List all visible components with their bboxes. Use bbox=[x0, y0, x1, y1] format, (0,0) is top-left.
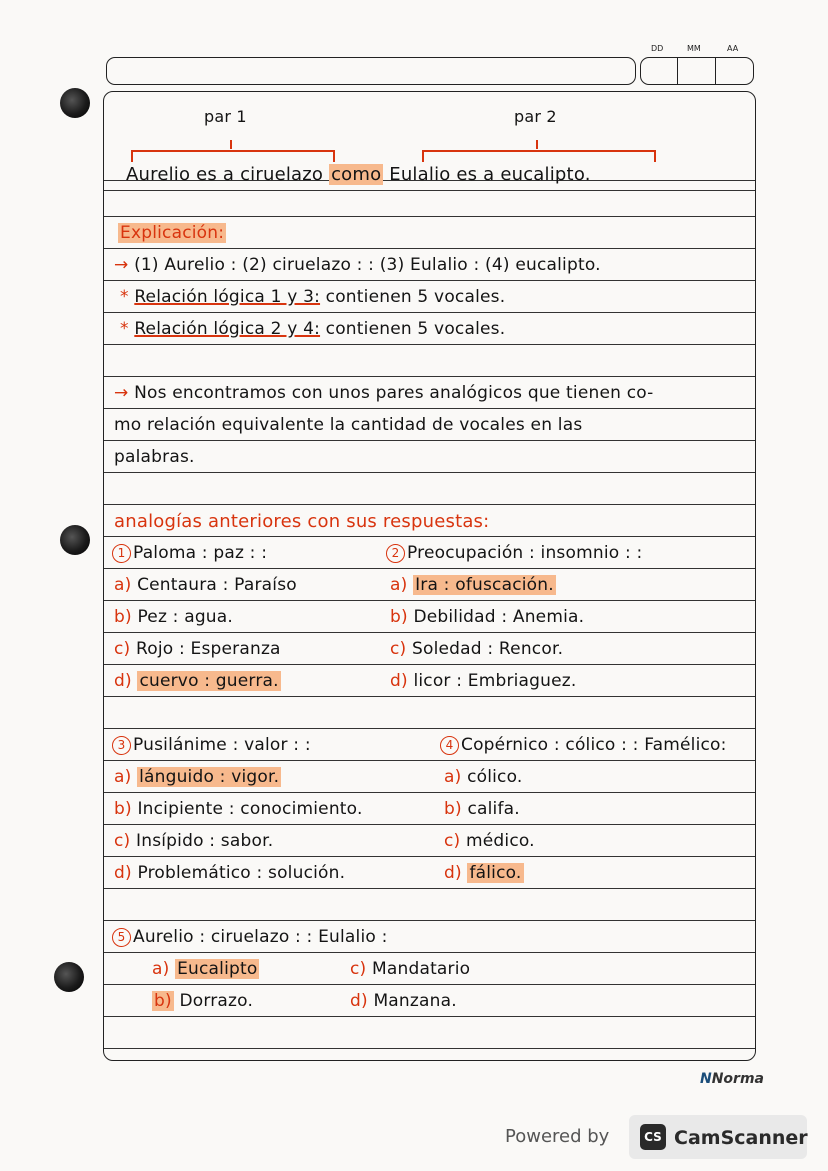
relation-2-text: contienen 5 vocales. bbox=[325, 319, 506, 339]
option-text-correct: fálico. bbox=[469, 863, 522, 883]
arrow-icon: → bbox=[114, 255, 129, 275]
option-letter: d) bbox=[114, 671, 132, 691]
q4-option-c bbox=[444, 831, 535, 851]
option-text-correct: Ira : ofuscación. bbox=[415, 575, 554, 595]
option-letter: c) bbox=[390, 639, 407, 659]
question-5-prompt: Aurelio : ciruelazo : : Eulalio : bbox=[133, 927, 388, 947]
option-letter: c) bbox=[114, 831, 131, 851]
option-text: Problemático : solución. bbox=[137, 863, 346, 883]
option-letter: b) bbox=[390, 607, 408, 627]
question-3 bbox=[112, 735, 311, 755]
option-text: cólico. bbox=[467, 767, 523, 787]
option-text-correct: lánguido : vigor. bbox=[139, 767, 280, 787]
q2-option-c bbox=[390, 639, 563, 659]
option-text: Soledad : Rencor. bbox=[412, 639, 564, 659]
q1-option-c bbox=[114, 639, 281, 659]
q5-option-a bbox=[152, 959, 259, 979]
pair-1-label: par 1 bbox=[204, 107, 247, 126]
option-letter: a) bbox=[390, 575, 408, 595]
q2-option-d bbox=[390, 671, 577, 691]
conclusion-line-3: palabras. bbox=[114, 447, 195, 467]
option-text: Pez : agua. bbox=[137, 607, 234, 627]
powered-by-label: Powered by bbox=[505, 1126, 610, 1147]
option-text: califa. bbox=[467, 799, 520, 819]
question-2-prompt: Preocupación : insomnio : : bbox=[407, 543, 643, 563]
analogy-connector: como bbox=[331, 164, 382, 185]
question-1 bbox=[112, 543, 267, 563]
option-text: licor : Embriaguez. bbox=[413, 671, 577, 691]
option-text: Mandatario bbox=[372, 959, 471, 979]
exercises-title: analogías anteriores con sus respuestas: bbox=[114, 511, 490, 532]
date-label-year: AA bbox=[727, 44, 739, 53]
conclusion-line-1-text: Nos encontramos con unos pares analógicos que tienen co- bbox=[134, 383, 654, 403]
relation-2 bbox=[120, 319, 505, 339]
q3-option-c bbox=[114, 831, 273, 851]
header-title-box bbox=[106, 57, 636, 85]
binder-hole-icon bbox=[54, 962, 84, 992]
option-text: Rojo : Esperanza bbox=[136, 639, 281, 659]
question-number-badge: 1 bbox=[112, 544, 131, 563]
option-text: Dorrazo. bbox=[179, 991, 254, 1011]
q5-option-c bbox=[350, 959, 470, 979]
pair-1-brace-stem bbox=[230, 140, 232, 149]
option-text: Manzana. bbox=[373, 991, 457, 1011]
relation-1 bbox=[120, 287, 505, 307]
option-letter: d) bbox=[114, 863, 132, 883]
option-text-correct: cuervo : guerra. bbox=[139, 671, 279, 691]
option-text: médico. bbox=[466, 831, 535, 851]
main-analogy bbox=[126, 164, 591, 185]
q3-option-b bbox=[114, 799, 363, 819]
question-4-prompt: Copérnico : cólico : : Famélico: bbox=[461, 735, 727, 755]
pair-1-brace bbox=[131, 150, 335, 162]
q2-option-a bbox=[390, 575, 556, 595]
conclusion-line-1 bbox=[114, 383, 654, 403]
q1-option-b bbox=[114, 607, 233, 627]
question-5 bbox=[112, 927, 388, 947]
option-letter: c) bbox=[350, 959, 367, 979]
binder-hole-icon bbox=[60, 88, 90, 118]
camscanner-name: CamScanner bbox=[674, 1127, 808, 1149]
option-letter: b) bbox=[444, 799, 462, 819]
pair-2-brace bbox=[422, 150, 656, 162]
q4-option-b bbox=[444, 799, 520, 819]
conclusion-line-2: mo relación equivalente la cantidad de vocales en las bbox=[114, 415, 583, 435]
q2-option-b bbox=[390, 607, 584, 627]
q1-option-d bbox=[114, 671, 281, 691]
option-text: Incipiente : conocimiento. bbox=[137, 799, 363, 819]
analogy-part-b: Eulalio es a eucalipto. bbox=[389, 164, 591, 185]
option-letter: d) bbox=[444, 863, 462, 883]
explanation-title-text: Explicación: bbox=[120, 223, 225, 243]
question-3-prompt: Pusilánime : valor : : bbox=[133, 735, 311, 755]
camscanner-icon: CS bbox=[640, 1124, 666, 1150]
q4-option-a bbox=[444, 767, 523, 787]
option-letter: b) bbox=[154, 991, 172, 1011]
option-text: Insípido : sabor. bbox=[136, 831, 274, 851]
explanation-line-1 bbox=[114, 255, 601, 275]
q5-option-d bbox=[350, 991, 457, 1011]
pair-2-label: par 2 bbox=[514, 107, 557, 126]
q3-option-a bbox=[114, 767, 281, 787]
question-number-badge: 3 bbox=[112, 736, 131, 755]
notebook-brand-logo bbox=[700, 1071, 764, 1087]
option-letter: b) bbox=[114, 799, 132, 819]
option-letter: d) bbox=[390, 671, 408, 691]
q5-option-b bbox=[152, 991, 253, 1011]
date-label-day: DD bbox=[651, 44, 664, 53]
question-4 bbox=[440, 735, 727, 755]
option-letter: a) bbox=[152, 959, 170, 979]
option-text: Debilidad : Anemia. bbox=[413, 607, 585, 627]
question-number-badge: 4 bbox=[440, 736, 459, 755]
bullet-icon: * bbox=[120, 319, 129, 339]
question-2 bbox=[386, 543, 642, 563]
option-letter: c) bbox=[444, 831, 461, 851]
date-box bbox=[640, 57, 754, 85]
q4-option-d bbox=[444, 863, 524, 883]
option-letter: c) bbox=[114, 639, 131, 659]
option-letter: a) bbox=[444, 767, 462, 787]
question-number-badge: 5 bbox=[112, 928, 131, 947]
brand-name: Norma bbox=[711, 1071, 764, 1087]
q1-option-a bbox=[114, 575, 297, 595]
relation-2-label: Relación lógica 2 y 4: bbox=[134, 319, 321, 339]
relation-1-text: contienen 5 vocales. bbox=[325, 287, 506, 307]
explanation-title bbox=[118, 223, 226, 243]
binder-hole-icon bbox=[60, 525, 90, 555]
explanation-line-1-text: (1) Aurelio : (2) ciruelazo : : (3) Eulalio : (4) eucalipto. bbox=[134, 255, 601, 275]
pair-2-brace-stem bbox=[536, 140, 538, 149]
q3-option-d bbox=[114, 863, 345, 883]
date-label-month: MM bbox=[687, 44, 701, 53]
option-text-correct: Eucalipto bbox=[177, 959, 258, 979]
ruled-frame bbox=[103, 91, 756, 1061]
analogy-part-a: Aurelio es a ciruelazo bbox=[126, 164, 324, 185]
option-letter: a) bbox=[114, 575, 132, 595]
relation-1-label: Relación lógica 1 y 3: bbox=[134, 287, 321, 307]
brand-logo-icon: N bbox=[700, 1071, 712, 1087]
option-text: Centaura : Paraíso bbox=[137, 575, 297, 595]
question-1-prompt: Paloma : paz : : bbox=[133, 543, 268, 563]
bullet-icon: * bbox=[120, 287, 129, 307]
arrow-icon: → bbox=[114, 383, 129, 403]
option-letter: b) bbox=[114, 607, 132, 627]
option-letter: a) bbox=[114, 767, 132, 787]
question-number-badge: 2 bbox=[386, 544, 405, 563]
option-letter: d) bbox=[350, 991, 368, 1011]
